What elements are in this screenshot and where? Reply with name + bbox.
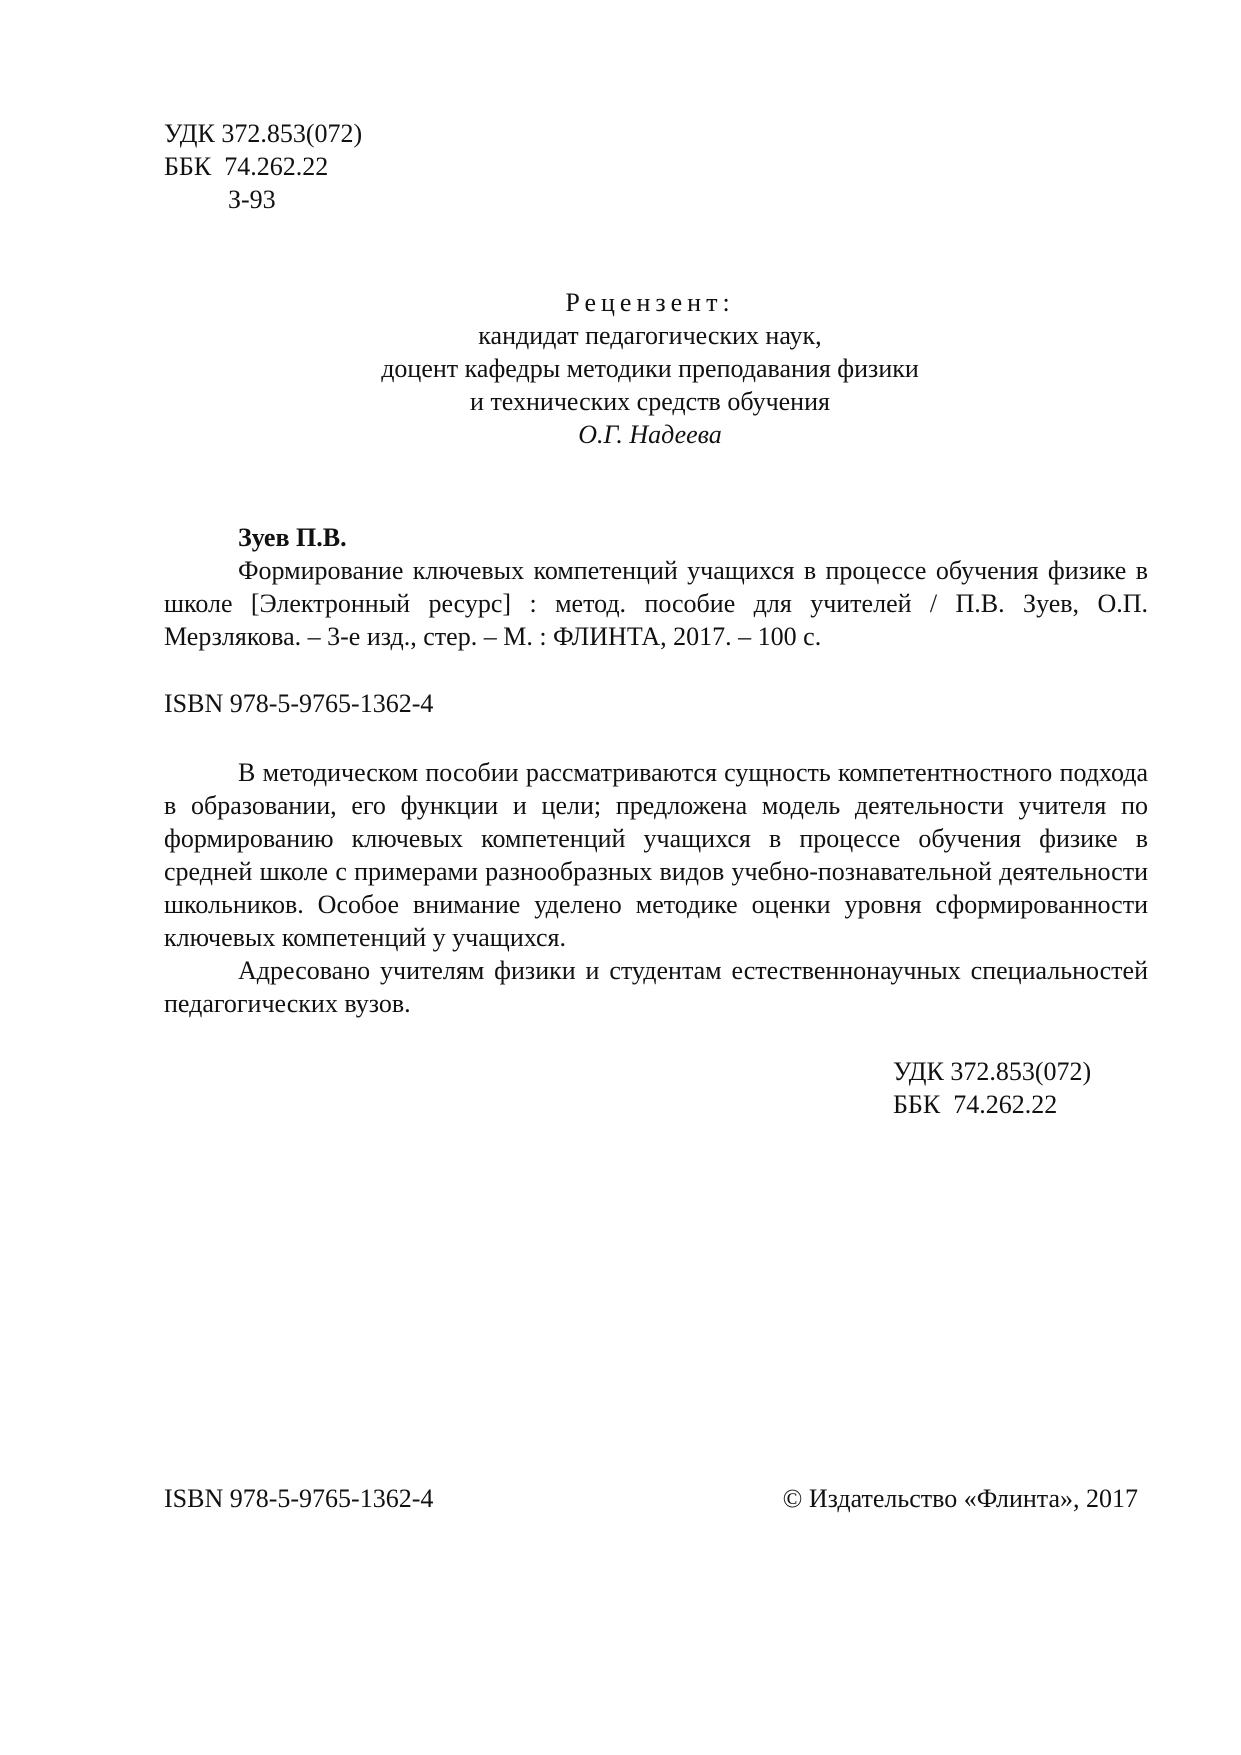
reviewer-block	[340, 286, 960, 451]
bibliographic-record	[164, 521, 1148, 653]
annotation	[164, 756, 1148, 1020]
record-author: Зуев П.В.	[238, 523, 347, 552]
author-mark: З-93	[228, 185, 276, 214]
bbk-code: ББК 74.262.22	[164, 152, 329, 181]
footer-isbn: ISBN 978-5-9765-1362-4	[164, 1484, 434, 1513]
copyright-notice: © Издательство «Флинта», 2017	[782, 1484, 1138, 1513]
reviewer-heading: Рецензент:	[565, 288, 735, 317]
classification-codes-top	[164, 117, 362, 216]
record-description: Формирование ключевых компетенций учащихся в процессе обучения физике в школе [Электронный ресурс] : метод. пособие для учителей / П.В. Зуев, О.П. Мерзлякова. – 3-е изд., стер. – М. : ФЛИНТА, 2017. – 100 с.	[164, 556, 1148, 651]
classification-codes-bottom	[893, 1055, 1091, 1121]
annotation-paragraph: В методическом пособии рассматриваются сущность компетентностного подхода в образовании, его функции и цели; предложена модель деятельности учителя по формированию ключевых компетенций учащихся в процессе обучения физике в средней школе с примерами разнообразных видов учебно-познавательной деятельности школьников. Особое внимание уделено методике оценки уровня сформированности ключевых компетенций у учащихся.	[164, 758, 1148, 952]
udk-code: УДК 372.853(072)	[893, 1057, 1092, 1086]
reviewer-degree: кандидат педагогических наук,	[478, 321, 822, 350]
reviewer-position-1: доцент кафедры методики преподавания физики	[381, 354, 919, 383]
bbk-code: ББК 74.262.22	[893, 1090, 1058, 1119]
isbn-number: ISBN 978-5-9765-1362-4	[164, 689, 434, 718]
reviewer-position-2: и технических средств обучения	[470, 387, 830, 416]
udk-code: УДК 372.853(072)	[164, 119, 363, 148]
reviewer-name: О.Г. Надеева	[578, 420, 722, 449]
annotation-paragraph: Адресовано учителям физики и студентам естественнонаучных специальностей педагогических вузов.	[164, 956, 1148, 1018]
